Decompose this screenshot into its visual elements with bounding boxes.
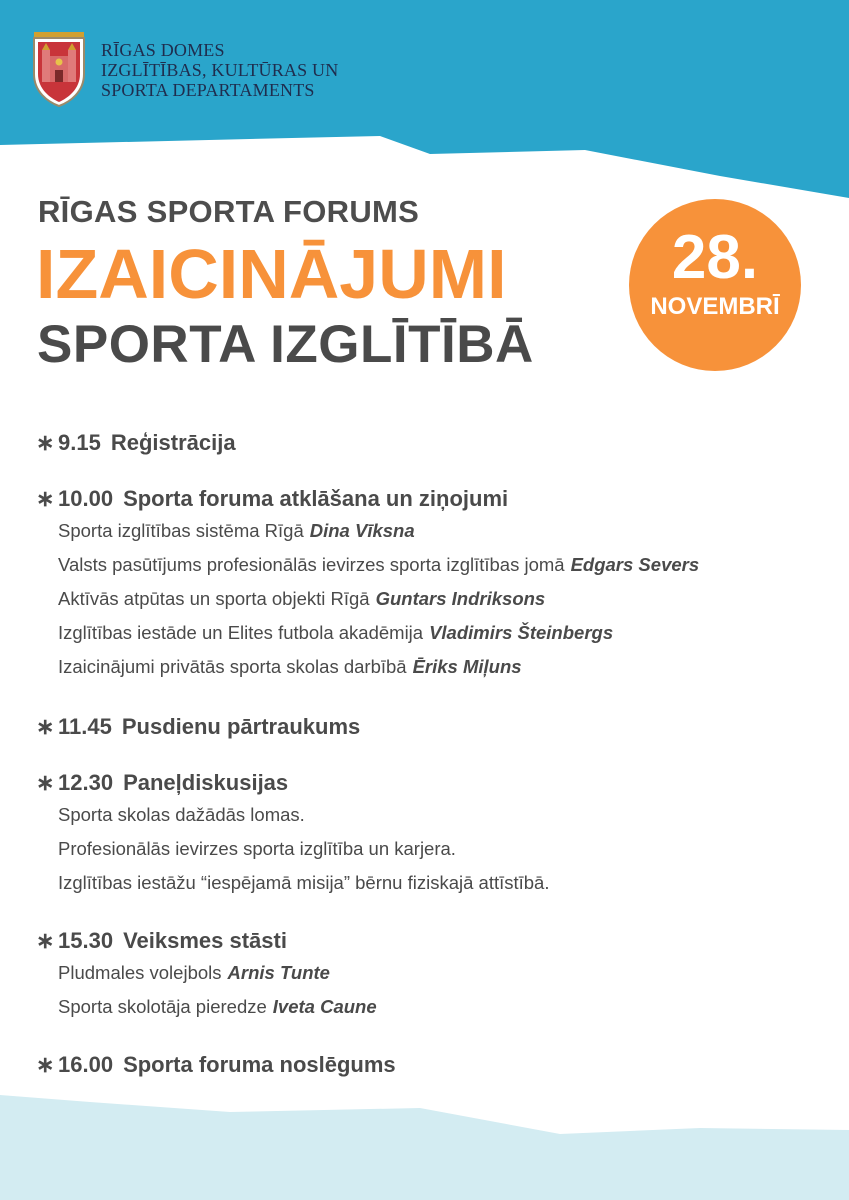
asterisk-icon: ∗ xyxy=(36,770,55,795)
riga-coat-of-arms-icon xyxy=(30,32,88,108)
talk-text: Sporta skolotāja pieredze xyxy=(58,996,267,1017)
agenda-item xyxy=(36,768,550,900)
date-badge xyxy=(629,199,801,371)
talk-text: Izaicinājumi privātās sporta skolas darbībā xyxy=(58,656,407,677)
agenda-title: Paneļdiskusijas xyxy=(123,770,289,795)
talk-speaker: Dina Vīksna xyxy=(309,520,415,541)
talk xyxy=(36,956,377,990)
agenda-time: 16.00 xyxy=(58,1052,114,1077)
talk xyxy=(36,832,550,866)
org-line-2: IZGLĪTĪBAS, KULTŪRAS UN xyxy=(101,60,339,80)
talk-text: Profesionālās ievirzes sporta izglītība un karjera. xyxy=(58,838,456,859)
date-day: 28. xyxy=(671,223,759,292)
talk-text: Aktīvās atpūtas un sporta objekti Rīgā xyxy=(58,588,370,609)
agenda-title: Sporta foruma atklāšana un ziņojumi xyxy=(123,486,509,511)
org-line-3: SPORTA DEPARTAMENTS xyxy=(101,80,315,100)
agenda-item xyxy=(36,1050,396,1080)
talk-speaker: Guntars Indriksons xyxy=(375,588,546,609)
agenda-item xyxy=(36,484,699,684)
event-subtitle: RĪGAS SPORTA FORUMS xyxy=(38,194,420,229)
agenda-title: Veiksmes stāsti xyxy=(123,928,287,953)
talk-text: Izglītības iestāžu “iespējamā misija” bērnu fiziskajā attīstībā. xyxy=(58,872,550,893)
agenda-title: Sporta foruma noslēgums xyxy=(123,1052,396,1077)
talk xyxy=(36,616,699,650)
date-month: NOVEMBRĪ xyxy=(650,293,780,320)
talk-text: Izglītības iestāde un Elites futbola akadēmija xyxy=(58,622,424,643)
asterisk-icon: ∗ xyxy=(36,430,55,455)
talk xyxy=(36,514,699,548)
event-title-2: SPORTA IZGLĪTĪBĀ xyxy=(37,315,534,374)
talk-text: Pludmales volejbols xyxy=(58,962,222,983)
talk-speaker: Edgars Severs xyxy=(570,554,700,575)
agenda-time: 9.15 xyxy=(58,430,101,455)
organization-name xyxy=(101,40,338,100)
asterisk-icon: ∗ xyxy=(36,1052,55,1077)
talk-speaker: Vladimirs Šteinbergs xyxy=(429,622,614,643)
talk-text: Valsts pasūtījums profesionālās ievirzes sporta izglītības jomā xyxy=(58,554,565,575)
talk xyxy=(36,990,377,1024)
asterisk-icon: ∗ xyxy=(36,486,55,511)
talk xyxy=(36,866,550,900)
agenda-title: Reģistrācija xyxy=(110,430,236,455)
talk-speaker: Arnis Tunte xyxy=(227,962,330,983)
talk xyxy=(36,650,699,684)
agenda-item xyxy=(36,428,236,458)
agenda-time: 11.45 xyxy=(58,714,112,739)
talk xyxy=(36,798,550,832)
talk-speaker: Ēriks Miļuns xyxy=(412,656,522,677)
asterisk-icon: ∗ xyxy=(36,714,55,739)
agenda-item xyxy=(36,712,360,742)
talk-text: Sporta skolas dažādās lomas. xyxy=(58,804,305,825)
event-title: IZAICINĀJUMI xyxy=(36,235,507,313)
agenda-time: 12.30 xyxy=(58,770,114,795)
org-line-1: RĪGAS DOMES xyxy=(101,40,225,60)
agenda-time: 10.00 xyxy=(58,486,114,511)
talk xyxy=(36,582,699,616)
agenda-item xyxy=(36,926,377,1024)
talk-text: Sporta izglītības sistēma Rīgā xyxy=(58,520,304,541)
talk-speaker: Iveta Caune xyxy=(272,996,377,1017)
agenda-title: Pusdienu pārtraukums xyxy=(121,714,361,739)
agenda-time: 15.30 xyxy=(58,928,114,953)
bottom-light-band xyxy=(0,1095,849,1200)
asterisk-icon: ∗ xyxy=(36,928,55,953)
talk xyxy=(36,548,699,582)
